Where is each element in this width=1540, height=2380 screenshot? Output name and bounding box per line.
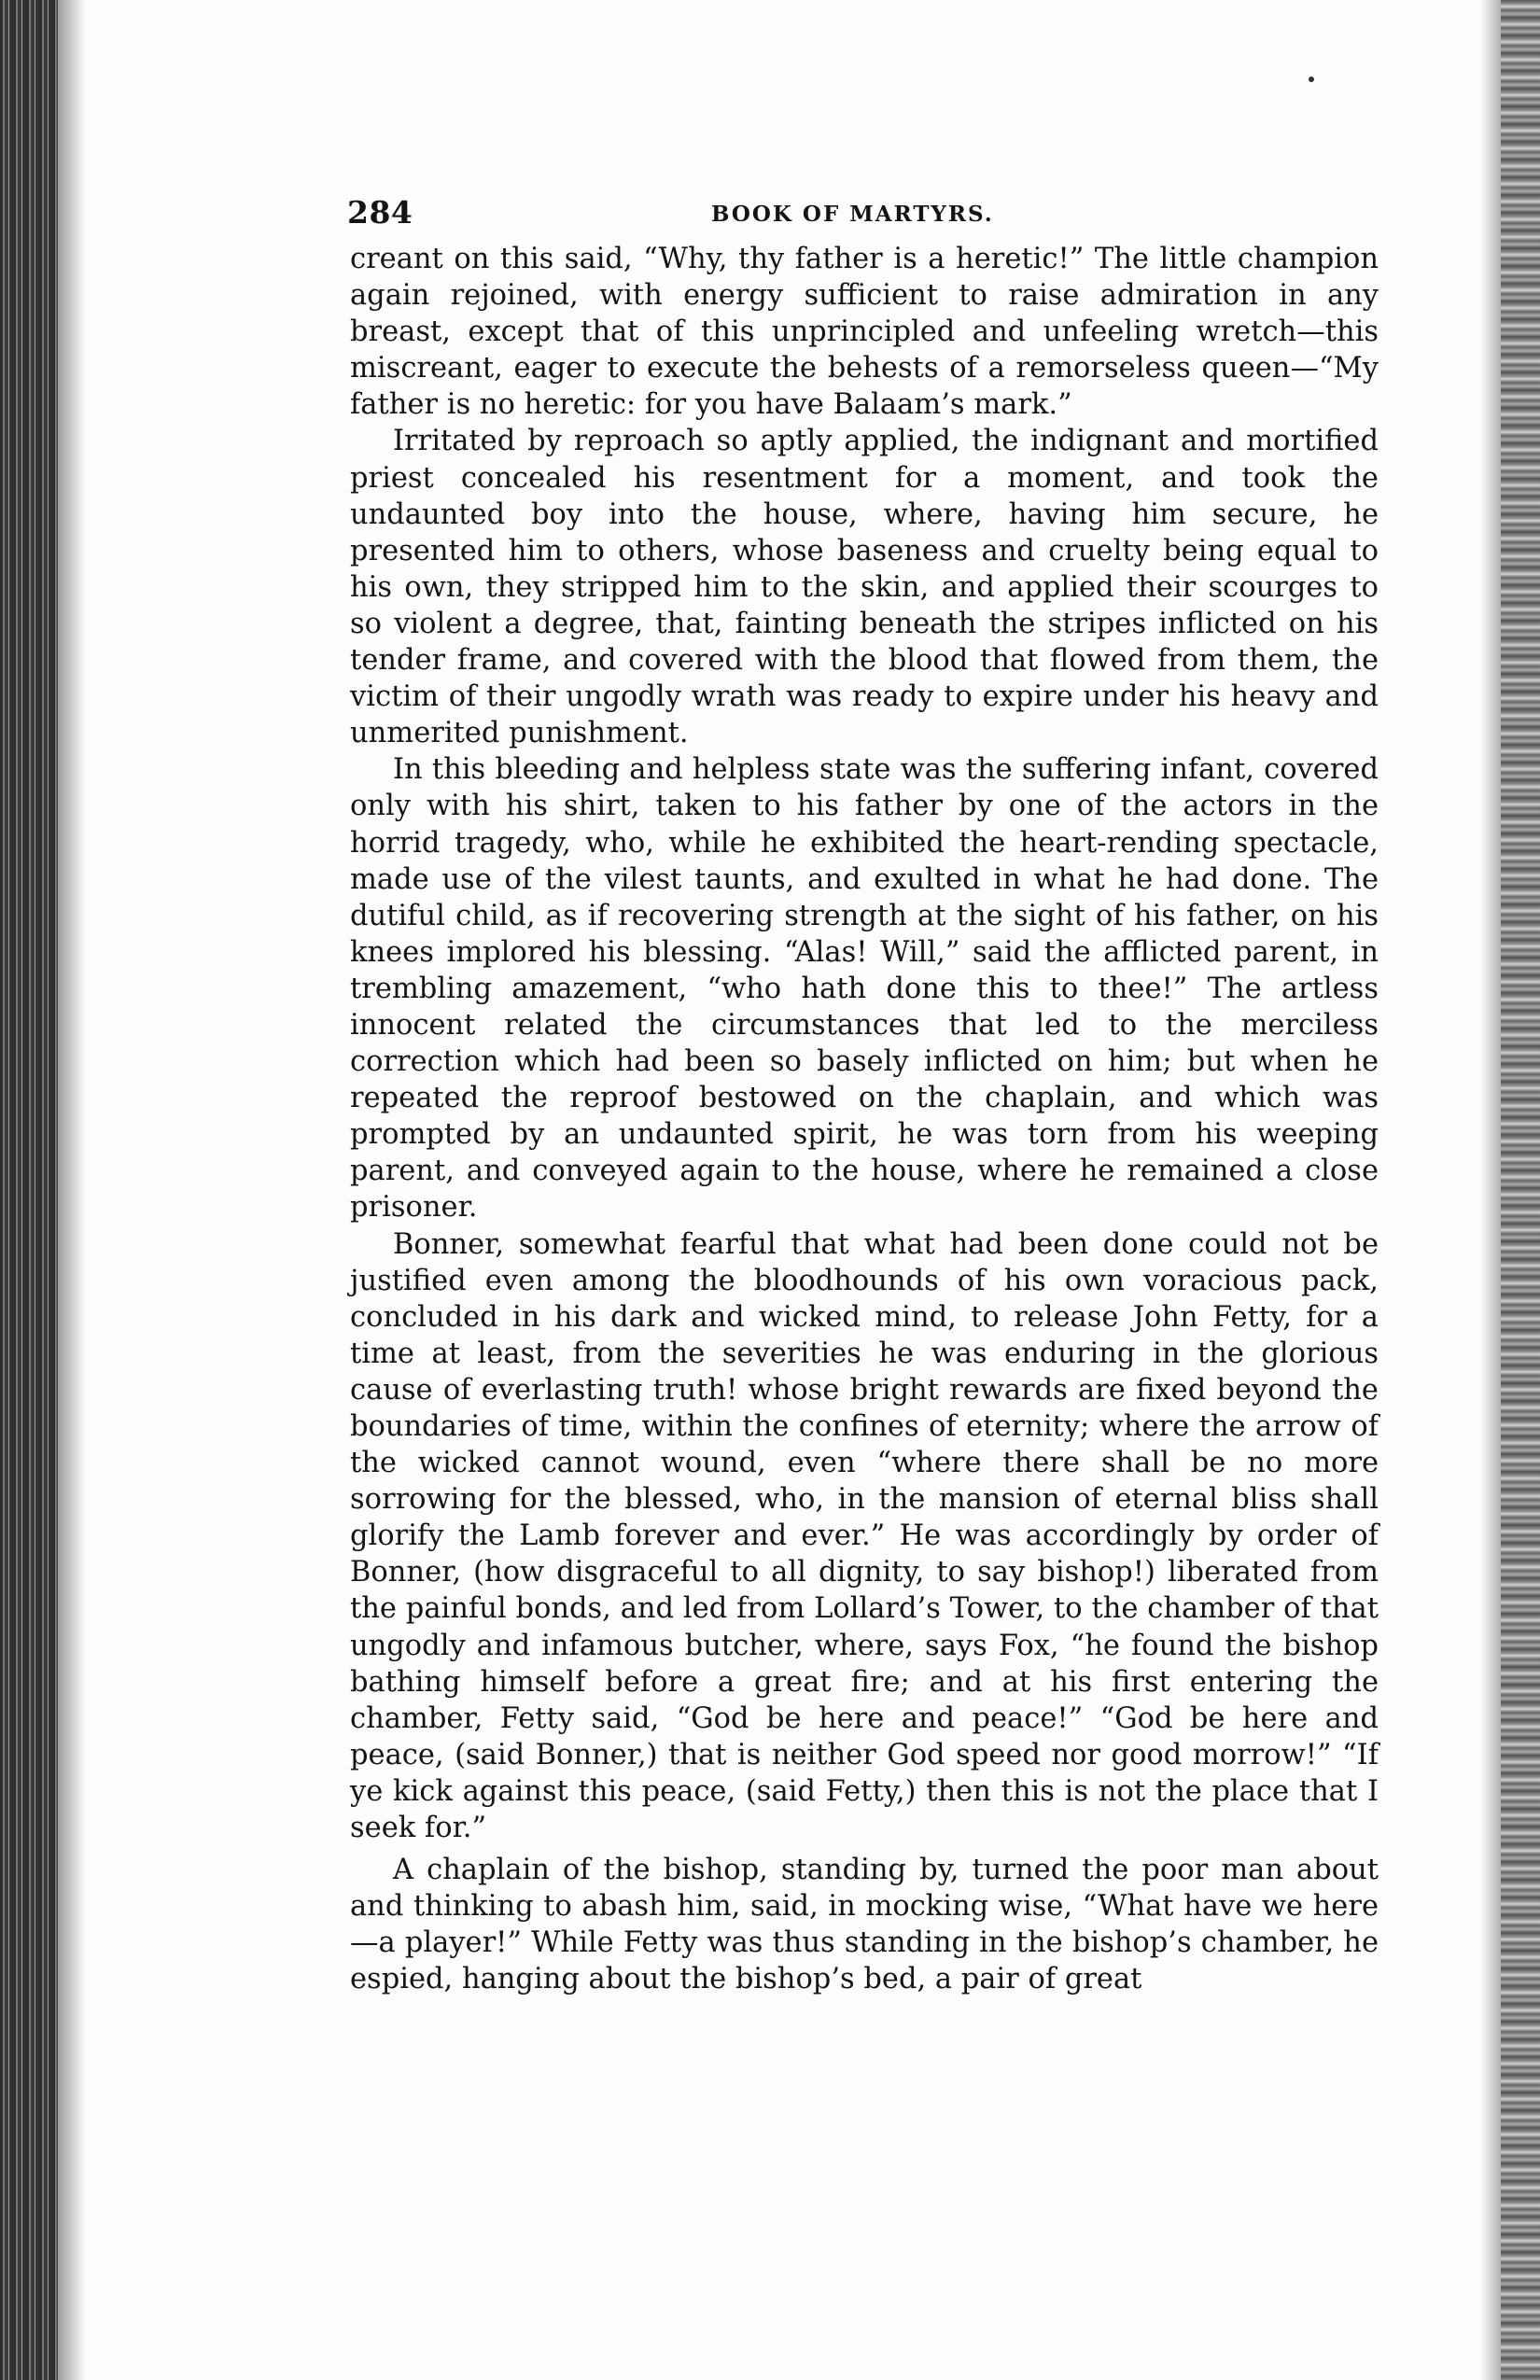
paragraph: Bonner, somewhat fearful that what had been done could not be justified even among the bloodhounds of his own voracious pack, concluded in his dark and wicked mind, to release John Fetty, for a time at least, from the severities he was enduring in the glorious cause of everlasting truth! whose bright rewards are fixed beyond the boundaries of time, within the confines of eternity; where the arrow of the wicked cannot wound, even “where there shall be no more sorrowing for the blessed, who, in the mansion of eternal bliss shall glorify the Lamb forever and ever.” He was accordingly by order of Bonner, (how disgraceful to all dignity, to say bishop!) liberated from the painful bonds, and led from Lollard’s Tower, to the chamber of that ungodly and infamous butcher, where, says Fox, “he found the bishop bathing himself before a great fire; and at his first entering the chamber, Fetty said, “God be here and peace!” “God be here and peace, (said Bonner,) that is neither God speed nor good morrow!” “If ye kick against this peace, (said Fetty,) then this is not the place that I seek for.” (350, 1227, 1379, 1845)
body-text (350, 241, 1379, 1998)
paragraph: creant on this said, “Why, thy father is a heretic!” The little champion again rejoined, with energy sufficient to raise admiration in any breast, except that of this unprincipled and unfeeling wretch—this miscreant, eager to execute the behests of a remorseless queen—“My father is no heretic: for you have Balaam’s mark.” (350, 243, 1379, 422)
running-head: BOOK OF MARTYRS. (711, 202, 994, 227)
paragraph: Irritated by reproach so aptly applied, the indignant and mortified priest concealed his resentment for a moment, and took the undaunted boy into the house, where, having him secure, he presented him to others, whose baseness and cruelty being equal to his own, they stripped him to the skin, and applied their scourges to so violent a degree, that, fainting beneath the stripes inflicted on his tender frame, and covered with the blood that flowed from them, the victim of their ungodly wrath was ready to expire under his heavy and unmerited punishment. (350, 425, 1379, 750)
binding-gutter (0, 0, 58, 2380)
ink-speck (1309, 77, 1314, 82)
paragraph: In this bleeding and helpless state was the suffering infant, covered only with his shirt, taken to his father by one of the actors in the horrid tragedy, who, while he exhibited the heart-rending spectacle, made use of the vilest taunts, and exulted in what he had done. The dutiful child, as if recovering strength at the sight of his father, on his knees implored his blessing. “Alas! Will,” said the afflicted parent, in trembling amazement, “who hath done this to thee!” The artless innocent related the circumstances that led to the merciless correction which had been so basely inflicted on him; but when he repeated the reproof bestowed on the chaplain, and which was prompted by an undaunted spirit, he was torn from his weeping parent, and conveyed again to the house, where he remained a close prisoner. (350, 753, 1379, 1225)
page-edge (1501, 0, 1540, 2380)
page-header (347, 194, 1388, 231)
page-edge-shadow (1480, 0, 1501, 2380)
binding-shadow (58, 0, 86, 2380)
page-number: 284 (347, 194, 413, 231)
paragraph: A chaplain of the bishop, standing by, turned the poor man about and thinking to abash him, said, in mocking wise, “What have we here—a player!” While Fetty was thus standing in the bishop’s chamber, he espied, hanging about the bishop’s bed, a pair of great (350, 1854, 1379, 1996)
